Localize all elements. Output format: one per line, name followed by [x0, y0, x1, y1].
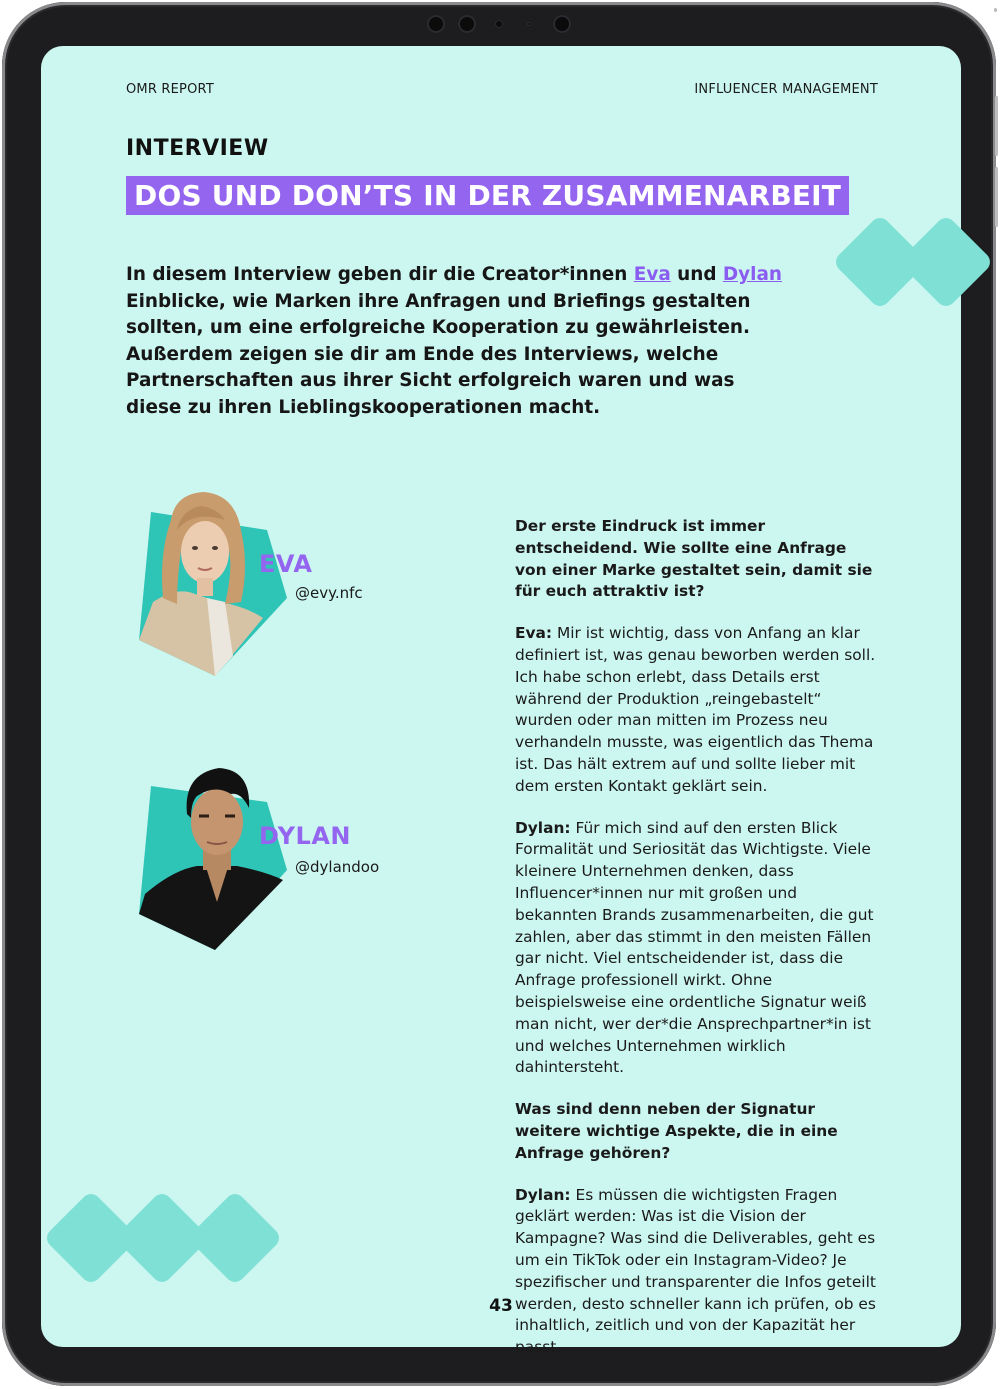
- speaker-label: Eva:: [515, 624, 553, 643]
- answer-text: Für mich sind auf den ersten Blick Formalität und Seriosität das Wichtigste. Viele kleinere Unternehmen denken, dass Influencer*innen nur mit großen und bekannten Brands zusammenarbeiten, die gut zahlen, aber das stimmt in den meisten Fällen gar nicht. Viel entscheidender ist, dass die Anfrage professionell wirkt. Ohne beispielsweise eine ordentliche Signatur weiß man nicht, wer der*die Ansprechpartner*in ist und welches Unternehmen wirklich dahintersteht.: [515, 818, 874, 1077]
- question-1: Der erste Eindruck ist immer entscheidend. Wie sollte eine Anfrage von einer Marke gestaltet sein, damit sie für euch attraktiv ist?: [515, 517, 873, 601]
- report-page: [41, 46, 961, 1357]
- answer-dylan-2: [515, 1185, 881, 1359]
- camera-lens-icon: [495, 20, 503, 28]
- dylan-link[interactable]: Dylan: [722, 264, 782, 285]
- tablet-frame: [2, 2, 996, 1386]
- speaker-label: Dylan:: [515, 818, 571, 837]
- dylan-profile: [137, 762, 380, 952]
- eva-link[interactable]: Eva: [633, 264, 671, 285]
- answer-text: Mir ist wichtig, dass von Anfang an klar definiert ist, was genau beworben werden soll. Ich habe schon erlebt, dass Details erst während der Produktion „reingebastelt“ wurden oder man mitten im Prozess neu verhandeln musste, was eigentlich das Thema ist. Das hält extrem auf und sollte lieber mit dem ersten Kontakt geklärt sein.: [515, 624, 876, 795]
- page-number: 43: [489, 1296, 513, 1316]
- eva-name: EVA: [259, 550, 313, 578]
- decorative-diamonds-icon: [898, 214, 994, 310]
- volume-up-button: [995, 96, 998, 156]
- intro-text: Einblicke, wie Marken ihre Anfragen und Briefings gestalten sollten, um eine erfolgreiche Kooperation zu gewährleisten. Außerdem zeigen sie dir am Ende des Interviews, welche Partnerschaften aus ihrer Sicht erfolgreich waren und was diese zu ihren Lieblingskooperationen macht.: [126, 290, 751, 418]
- page-title: DOS UND DON’TS IN DER ZUSAMMENARBEIT: [126, 176, 849, 215]
- answer-eva: [515, 623, 881, 797]
- section-kicker: INTERVIEW: [126, 136, 269, 161]
- top-button: [994, 8, 997, 12]
- camera-sensor-icon: [427, 15, 445, 33]
- intro-text: und: [670, 264, 723, 285]
- eva-profile: [137, 490, 363, 680]
- camera-sensor-icon: [458, 15, 476, 33]
- decorative-diamonds-icon: [187, 1190, 283, 1286]
- dylan-handle: @dylandoo: [295, 858, 380, 876]
- dylan-name: DYLAN: [259, 822, 352, 850]
- answer-dylan: [515, 818, 881, 1080]
- speaker-label: Dylan:: [515, 1185, 571, 1204]
- eva-portrait-icon: [137, 490, 297, 680]
- running-header-right: INFLUENCER MANAGEMENT: [694, 82, 878, 97]
- intro-paragraph: [126, 262, 786, 421]
- eva-handle: @evy.nfc: [295, 584, 363, 602]
- interview-column: [515, 516, 881, 1379]
- ambient-sensor-icon: [527, 22, 531, 26]
- dylan-portrait-icon: [137, 762, 297, 952]
- intro-text: In diesem Interview geben dir die Creator*innen: [126, 264, 634, 285]
- answer-text: Es müssen die wichtigsten Fragen geklärt werden: Was ist die Vision der Kampagne? Was sind die Deliverables, geht es um ein TikTok oder ein Instagram-Video? Je spezifischer und transparenter die Infos geteilt werden, desto schneller kann ich prüfen, ob es inhaltlich, zeitlich und von der Kapazität her passt.: [515, 1185, 876, 1357]
- volume-down-button: [995, 167, 998, 227]
- running-header-left: OMR REPORT: [126, 82, 214, 97]
- front-camera-icon: [553, 15, 571, 33]
- question-2: Was sind denn neben der Signatur weitere wichtige Aspekte, die in eine Anfrage gehören?: [515, 1100, 838, 1162]
